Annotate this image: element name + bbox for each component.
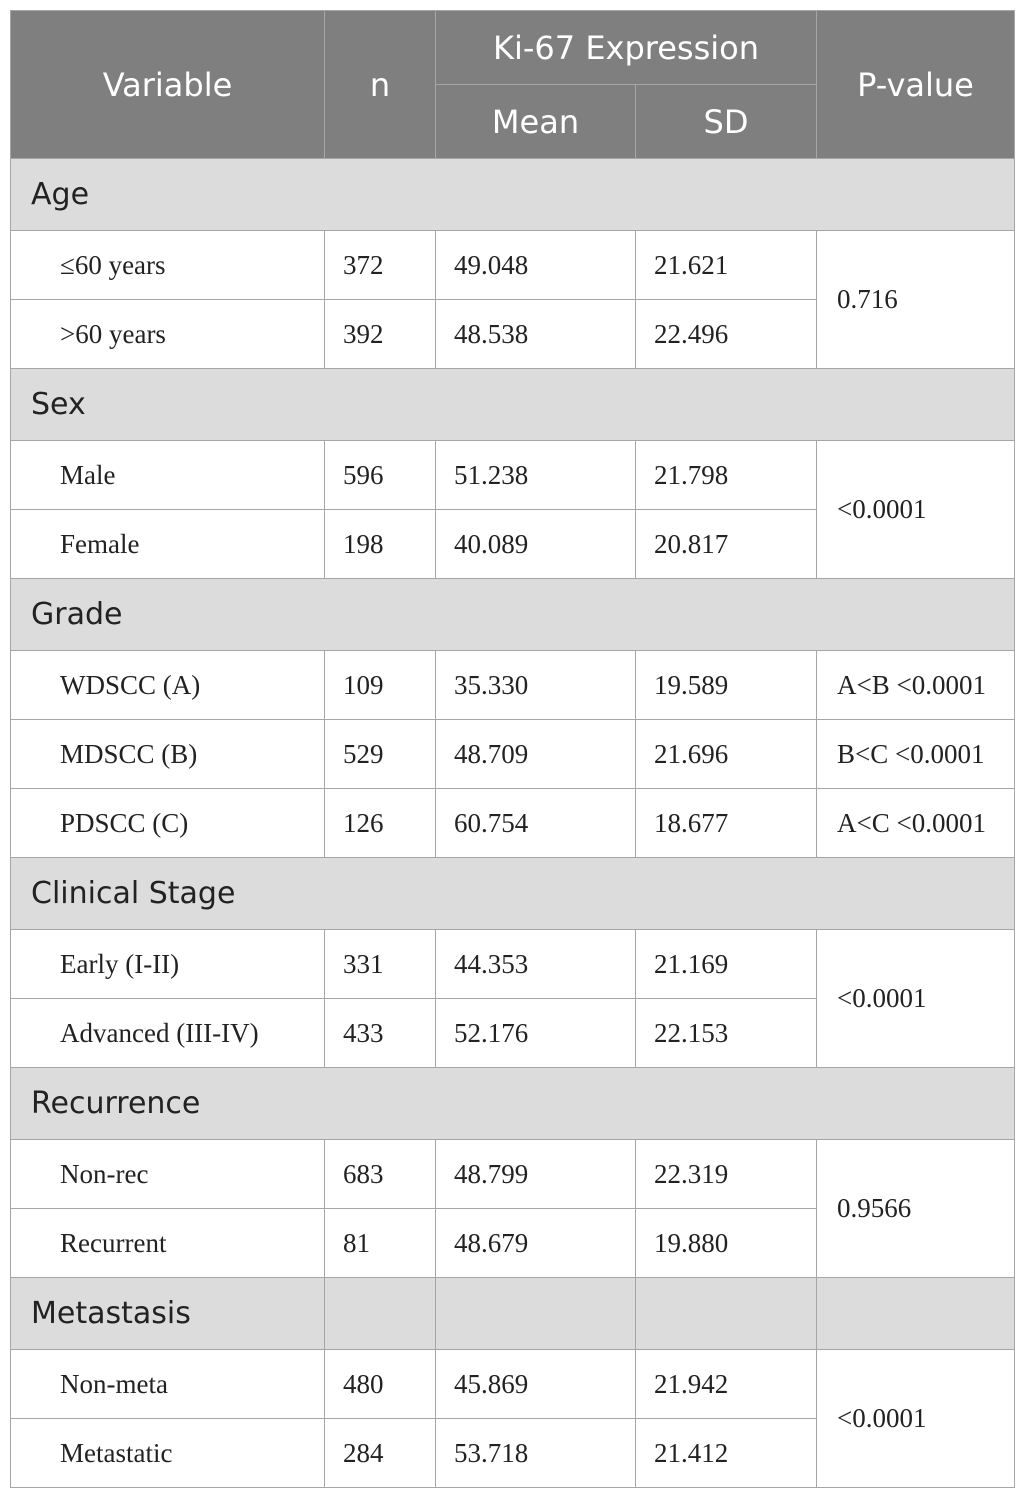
table-row	[11, 651, 1015, 720]
table-body	[11, 159, 1015, 1488]
variable-cell: PDSCC (C)	[11, 789, 325, 858]
n-cell: 372	[325, 231, 436, 300]
header-sd: SD	[636, 85, 817, 159]
group-row	[11, 858, 1015, 930]
mean-cell: 48.538	[436, 300, 636, 369]
group-empty-cell	[636, 1278, 817, 1350]
variable-cell: Non-rec	[11, 1140, 325, 1209]
variable-cell: MDSCC (B)	[11, 720, 325, 789]
p-value-cell: 0.9566	[817, 1140, 1015, 1278]
n-cell: 198	[325, 510, 436, 579]
group-label: Recurrence	[11, 1068, 1015, 1140]
n-cell: 284	[325, 1419, 436, 1488]
mean-cell: 52.176	[436, 999, 636, 1068]
n-cell: 109	[325, 651, 436, 720]
variable-cell: ≤60 years	[11, 231, 325, 300]
ki67-table	[10, 10, 1015, 1488]
variable-cell: Early (I-II)	[11, 930, 325, 999]
p-value-cell: A<C <0.0001	[817, 789, 1015, 858]
sd-cell: 21.942	[636, 1350, 817, 1419]
n-cell: 331	[325, 930, 436, 999]
group-empty-cell	[817, 1278, 1015, 1350]
table-row	[11, 441, 1015, 510]
p-value-cell: <0.0001	[817, 441, 1015, 579]
group-row	[11, 369, 1015, 441]
group-label: Age	[11, 159, 1015, 231]
variable-cell: Metastatic	[11, 1419, 325, 1488]
table-row	[11, 789, 1015, 858]
mean-cell: 44.353	[436, 930, 636, 999]
sd-cell: 22.153	[636, 999, 817, 1068]
group-empty-cell	[436, 1278, 636, 1350]
table-row	[11, 1350, 1015, 1419]
group-row	[11, 1278, 1015, 1350]
table-row	[11, 231, 1015, 300]
group-row	[11, 1068, 1015, 1140]
group-label: Clinical Stage	[11, 858, 1015, 930]
group-label: Grade	[11, 579, 1015, 651]
sd-cell: 20.817	[636, 510, 817, 579]
mean-cell: 53.718	[436, 1419, 636, 1488]
n-cell: 392	[325, 300, 436, 369]
mean-cell: 48.799	[436, 1140, 636, 1209]
sd-cell: 19.880	[636, 1209, 817, 1278]
sd-cell: 21.169	[636, 930, 817, 999]
variable-cell: >60 years	[11, 300, 325, 369]
table-row	[11, 720, 1015, 789]
mean-cell: 40.089	[436, 510, 636, 579]
variable-cell: Female	[11, 510, 325, 579]
p-value-cell: 0.716	[817, 231, 1015, 369]
sd-cell: 21.696	[636, 720, 817, 789]
mean-cell: 51.238	[436, 441, 636, 510]
sd-cell: 21.412	[636, 1419, 817, 1488]
sd-cell: 22.496	[636, 300, 817, 369]
header-p-value: P-value	[817, 11, 1015, 159]
n-cell: 529	[325, 720, 436, 789]
sd-cell: 22.319	[636, 1140, 817, 1209]
n-cell: 126	[325, 789, 436, 858]
group-row	[11, 159, 1015, 231]
mean-cell: 48.679	[436, 1209, 636, 1278]
n-cell: 683	[325, 1140, 436, 1209]
mean-cell: 35.330	[436, 651, 636, 720]
header-ki67-expression: Ki-67 Expression	[436, 11, 817, 85]
n-cell: 433	[325, 999, 436, 1068]
header-variable: Variable	[11, 11, 325, 159]
group-row	[11, 579, 1015, 651]
n-cell: 81	[325, 1209, 436, 1278]
p-value-cell: B<C <0.0001	[817, 720, 1015, 789]
mean-cell: 49.048	[436, 231, 636, 300]
group-label: Metastasis	[11, 1278, 325, 1350]
mean-cell: 60.754	[436, 789, 636, 858]
group-label: Sex	[11, 369, 1015, 441]
variable-cell: WDSCC (A)	[11, 651, 325, 720]
p-value-cell: A<B <0.0001	[817, 651, 1015, 720]
p-value-cell: <0.0001	[817, 1350, 1015, 1488]
variable-cell: Non-meta	[11, 1350, 325, 1419]
table-header	[11, 11, 1015, 159]
sd-cell: 21.798	[636, 441, 817, 510]
group-empty-cell	[325, 1278, 436, 1350]
variable-cell: Recurrent	[11, 1209, 325, 1278]
variable-cell: Male	[11, 441, 325, 510]
n-cell: 596	[325, 441, 436, 510]
n-cell: 480	[325, 1350, 436, 1419]
variable-cell: Advanced (III-IV)	[11, 999, 325, 1068]
sd-cell: 21.621	[636, 231, 817, 300]
table-row	[11, 1140, 1015, 1209]
table-row	[11, 930, 1015, 999]
sd-cell: 19.589	[636, 651, 817, 720]
header-mean: Mean	[436, 85, 636, 159]
sd-cell: 18.677	[636, 789, 817, 858]
header-n: n	[325, 11, 436, 159]
p-value-cell: <0.0001	[817, 930, 1015, 1068]
mean-cell: 48.709	[436, 720, 636, 789]
mean-cell: 45.869	[436, 1350, 636, 1419]
